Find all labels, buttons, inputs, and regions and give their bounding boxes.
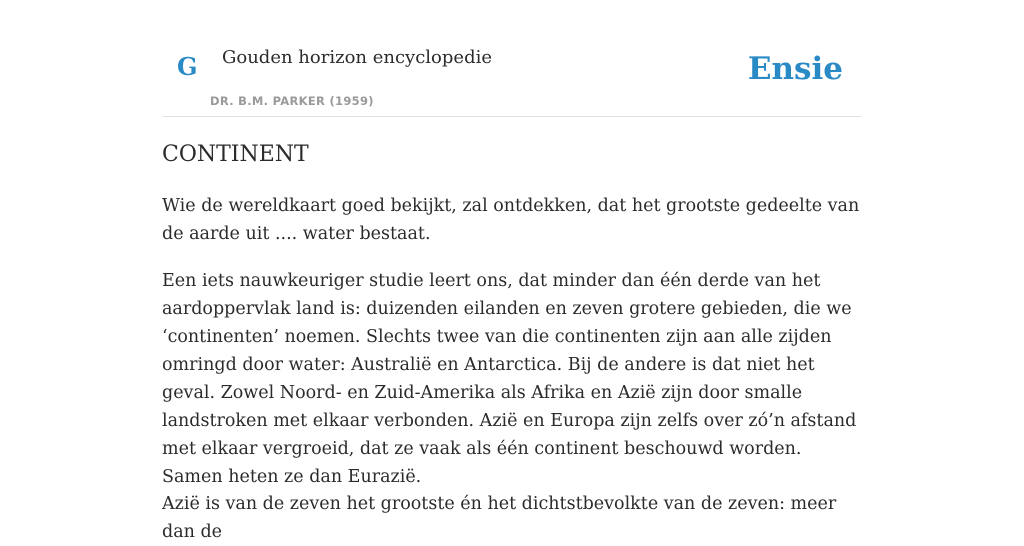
book-logo-icon[interactable]: G [177, 52, 198, 81]
book-author: DR. B.M. PARKER (1959) [210, 94, 374, 108]
article-paragraph: Wie de wereldkaart goed bekijkt, zal ontdekken, dat het grootste gedeelte van de aarde uit .... water bestaat. [162, 196, 860, 244]
book-title-link[interactable]: Gouden horizon encyclopedie [222, 47, 492, 68]
source-header [162, 0, 862, 117]
article-page [162, 0, 862, 542]
entry-title: CONTINENT [162, 142, 309, 167]
brand-logo-link[interactable]: Ensie [747, 51, 843, 87]
article-paragraph: Azië is van de zeven het grootste én het dichtstbevolkte van de zeven: meer dan de [162, 494, 837, 542]
article-paragraph: Een iets nauwkeuriger studie leert ons, dat minder dan één derde van het aardoppervlak land is: duizenden eilanden en zeven grotere gebieden, die we ‘continenten’ noemen. Slechts twee van die continenten zijn aan alle zijden omringd door water: Australië en Antarctica. Bij de andere is dat niet het geval. Zowel Noord- en Zuid-Amerika als Afrika en Azië zijn door smalle landstroken met elkaar verbonden. Azië en Europa zijn zelfs over zó’n afstand met elkaar vergroeid, dat ze vaak als één continent beschouwd worden. Samen heten ze dan Eurazië. [162, 271, 857, 487]
